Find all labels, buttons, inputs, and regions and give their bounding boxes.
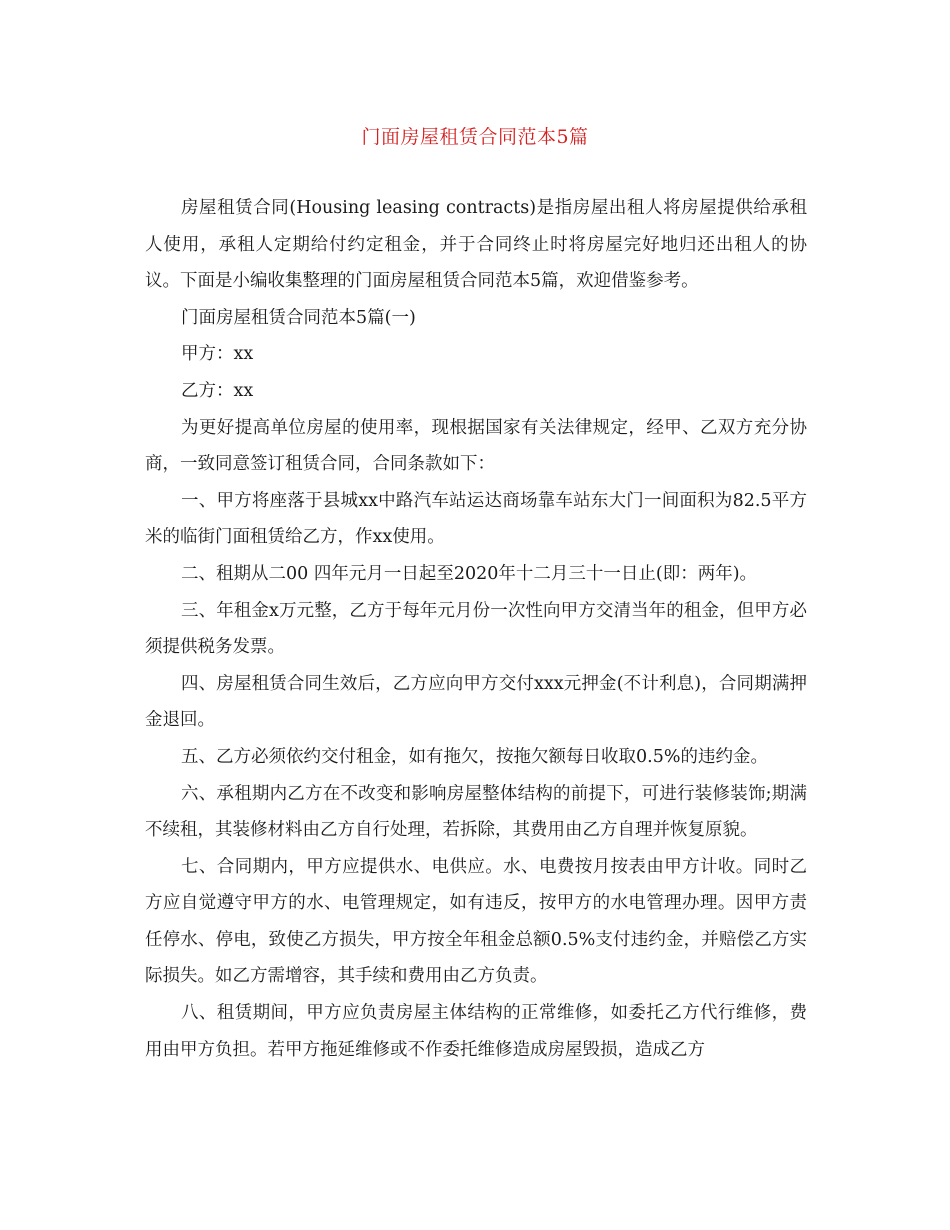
clause-5: 五、乙方必须依约交付租金，如有拖欠，按拖欠额每日收取0.5%的违约金。 [181, 746, 768, 767]
intro-paragraph: 房屋租赁合同(Housing leasing contracts)是指房屋出租人将房屋提供给承租人使用，承租人定期给付约定租金，并于合同终止时将房屋完好地归还出租人的协议。下面是小编收集整理的门面房屋租赁合同范本5篇，欢迎借鉴参考。 [145, 198, 807, 292]
party-a-line: 甲方：xx [181, 344, 254, 365]
clause-4: 四、房屋租赁合同生效后，乙方应向甲方交付xxx元押金(不计利息)，合同期满押金退回。 [145, 673, 807, 731]
clause-6: 六、承租期内乙方在不改变和影响房屋整体结构的前提下，可进行装修装饰;期满不续租，其装修材料由乙方自行处理，若拆除，其费用由乙方自理并恢复原貌。 [145, 783, 807, 841]
preamble-paragraph: 为更好提高单位房屋的使用率，现根据国家有关法律规定，经甲、乙双方充分协商，一致同意签订租赁合同，合同条款如下： [145, 417, 807, 475]
section-heading: 门面房屋租赁合同范本5篇(一) [181, 307, 416, 328]
clause-8: 八、租赁期间，甲方应负责房屋主体结构的正常维修，如委托乙方代行维修，费用由甲方负担。若甲方拖延维修或不作委托维修造成房屋毁损，造成乙方 [145, 1003, 807, 1060]
clause-2: 二、租期从二00 四年元月一日起至2020年十二月三十一日止(即：两年)。 [181, 563, 758, 584]
document-title: 门面房屋租赁合同范本5篇 [361, 126, 589, 148]
clause-3: 三、年租金x万元整，乙方于每年元月份一次性向甲方交清当年的租金，但甲方必须提供税务发票。 [145, 600, 807, 658]
clause-7: 七、合同期内，甲方应提供水、电供应。水、电费按月按表由甲方计收。同时乙方应自觉遵守甲方的水、电管理规定，如有违反，按甲方的水电管理办理。因甲方责任停水、停电，致使乙方损失，甲方按全年租金总额0.5%支付违约金，并赔偿乙方实际损失。如乙方需增容，其手续和费用由乙方负责。 [145, 856, 807, 987]
party-b-line: 乙方：xx [181, 380, 254, 401]
document-body [145, 190, 807, 1068]
clause-1: 一、甲方将座落于县城xx中路汽车站运达商场靠车站东大门一间面积为82.5平方米的临街门面租赁给乙方，作xx使用。 [145, 490, 807, 548]
